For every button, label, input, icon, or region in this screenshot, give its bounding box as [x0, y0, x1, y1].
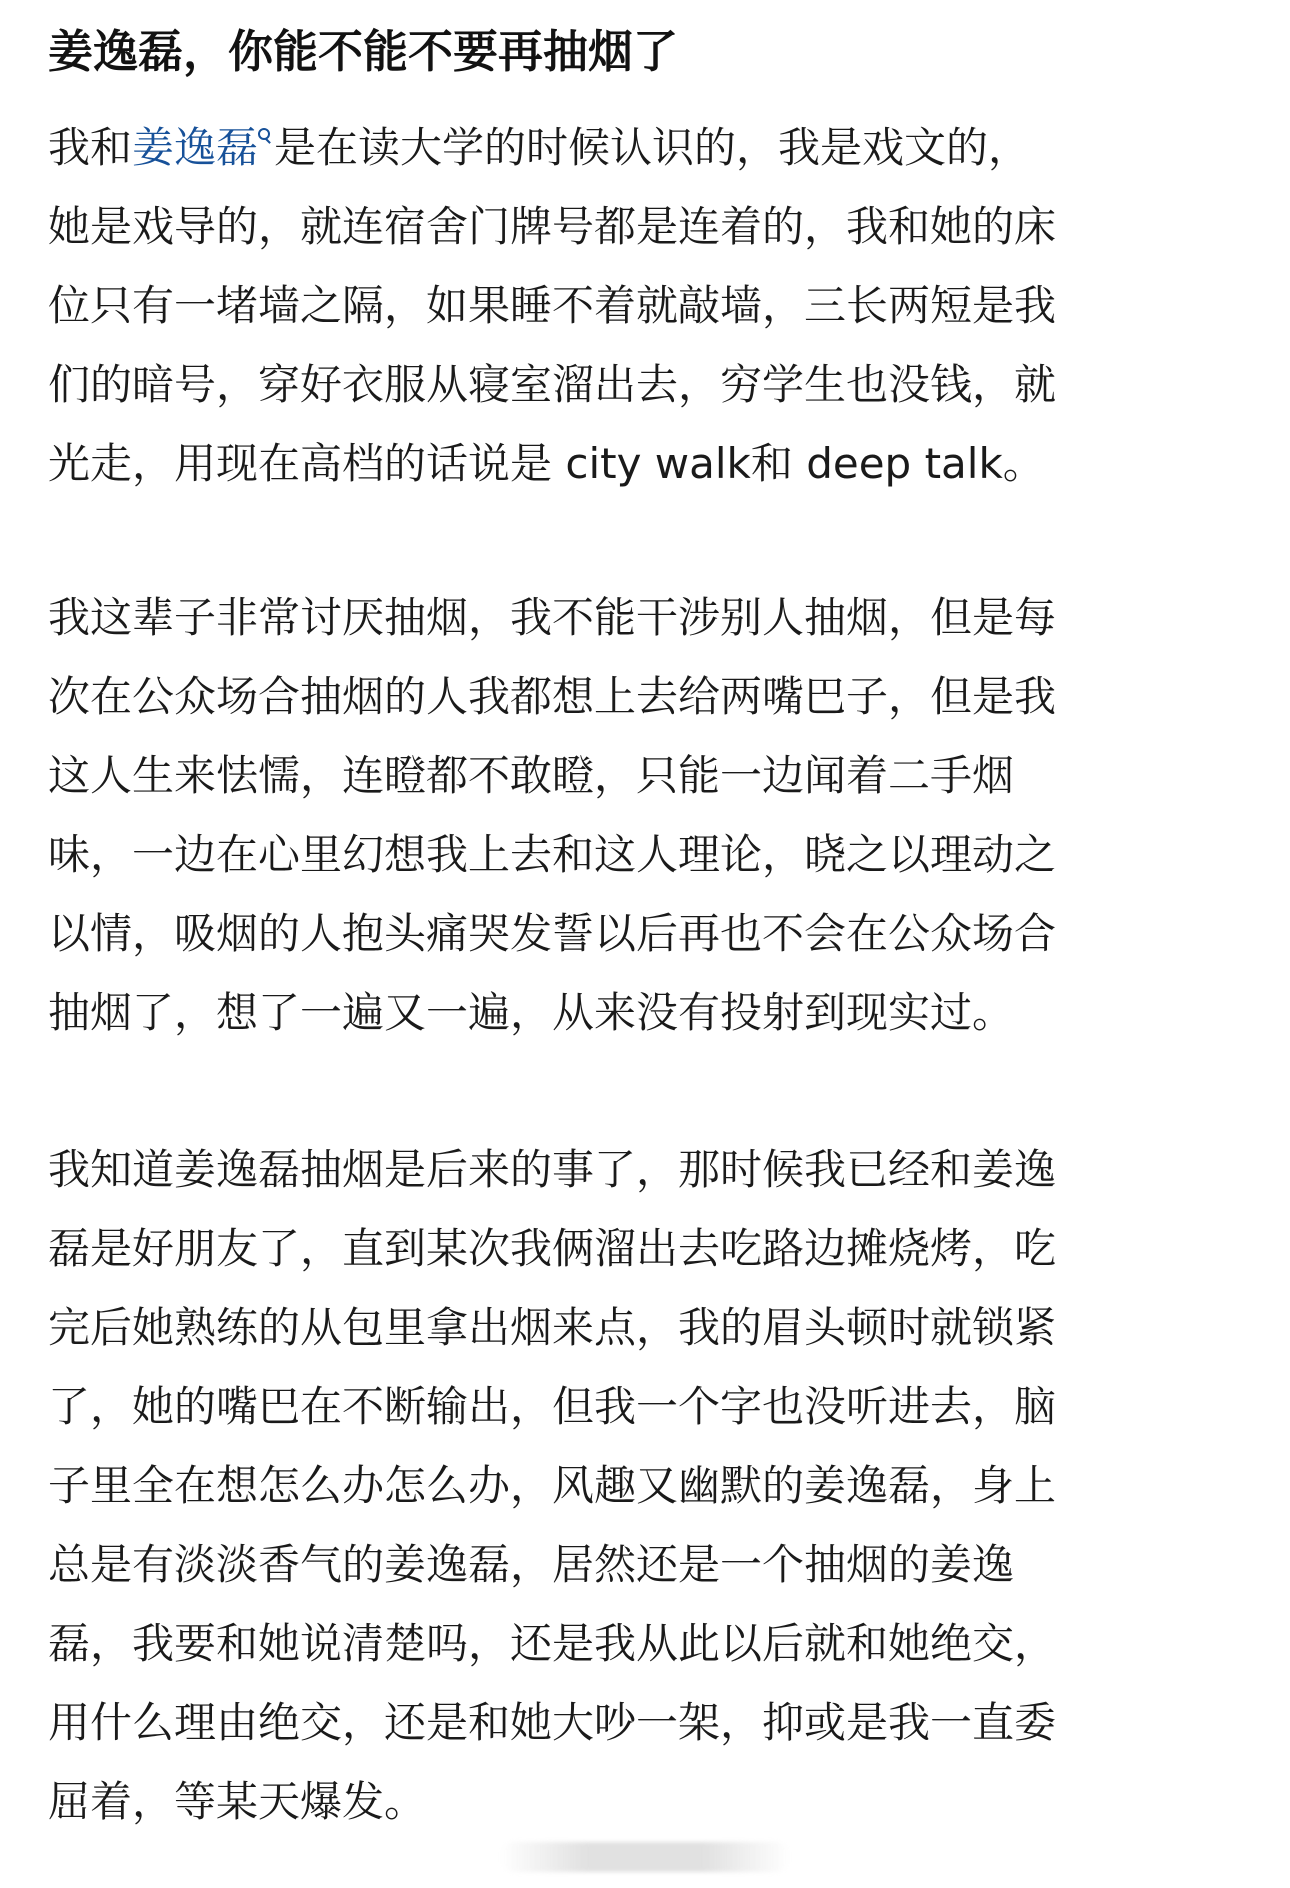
paragraph-line: 位只有一堵墙之隔，如果睡不着就敲墙，三长两短是我	[48, 281, 1057, 330]
paragraph-line: 这人生来怯懦，连瞪都不敢瞪，只能一边闻着二手烟	[48, 751, 1015, 800]
paragraph-1	[48, 108, 1242, 503]
paragraph-line: 抽烟了，想了一遍又一遍，从来没有投射到现实过。	[48, 988, 1015, 1037]
search-icon[interactable]	[258, 128, 272, 144]
paragraph-line: 光走，用现在高档的话说是 city walk和 deep talk。	[48, 439, 1045, 488]
paragraph-line: 磊是好朋友了，直到某次我俩溜出去吃路边摊烧烤，吃	[48, 1224, 1057, 1273]
paragraph-2	[48, 578, 1242, 1052]
paragraph-line: 总是有淡淡香气的姜逸磊，居然还是一个抽烟的姜逸	[48, 1540, 1015, 1589]
paragraph-line: 以情，吸烟的人抱头痛哭发誓以后再也不会在公众场合	[48, 909, 1057, 958]
paragraph-line: 们的暗号，穿好衣服从寝室溜出去，穷学生也没钱，就	[48, 360, 1057, 409]
paragraph-line: 次在公众场合抽烟的人我都想上去给两嘴巴子，但是我	[48, 672, 1057, 721]
paragraph-line: 我这辈子非常讨厌抽烟，我不能干涉别人抽烟，但是每	[48, 593, 1057, 642]
paragraph-line: 子里全在想怎么办怎么办，风趣又幽默的姜逸磊，身上	[48, 1461, 1057, 1510]
line-text: 是在读大学的时候认识的，我是戏文的，	[274, 123, 1031, 172]
paragraph-line: 完后她熟练的从包里拿出烟来点，我的眉头顿时就锁紧	[48, 1303, 1057, 1352]
paragraph-line: 了，她的嘴巴在不断输出，但我一个字也没听进去，脑	[48, 1382, 1057, 1431]
paragraph-line: 她是戏导的，就连宿舍门牌号都是连着的，我和她的床	[48, 202, 1057, 251]
paragraph-3	[48, 1130, 1242, 1841]
article-title: 姜逸磊，你能不能不要再抽烟了	[48, 25, 679, 78]
paragraph-line	[48, 108, 1242, 187]
paragraph-line: 味，一边在心里幻想我上去和这人理论，晓之以理动之	[48, 830, 1057, 879]
paragraph-line: 用什么理由绝交，还是和她大吵一架，抑或是我一直委	[48, 1698, 1057, 1747]
line-prefix: 我和	[48, 123, 133, 172]
paragraph-line: 我知道姜逸磊抽烟是后来的事了，那时候我已经和姜逸	[48, 1145, 1057, 1194]
search-term-link[interactable]: 姜逸磊	[132, 123, 259, 172]
paragraph-line: 磊，我要和她说清楚吗，还是我从此以后就和她绝交，	[48, 1619, 1057, 1668]
watermark	[500, 1842, 790, 1872]
paragraph-line: 屈着，等某天爆发。	[48, 1777, 427, 1826]
article	[48, 0, 1242, 1826]
